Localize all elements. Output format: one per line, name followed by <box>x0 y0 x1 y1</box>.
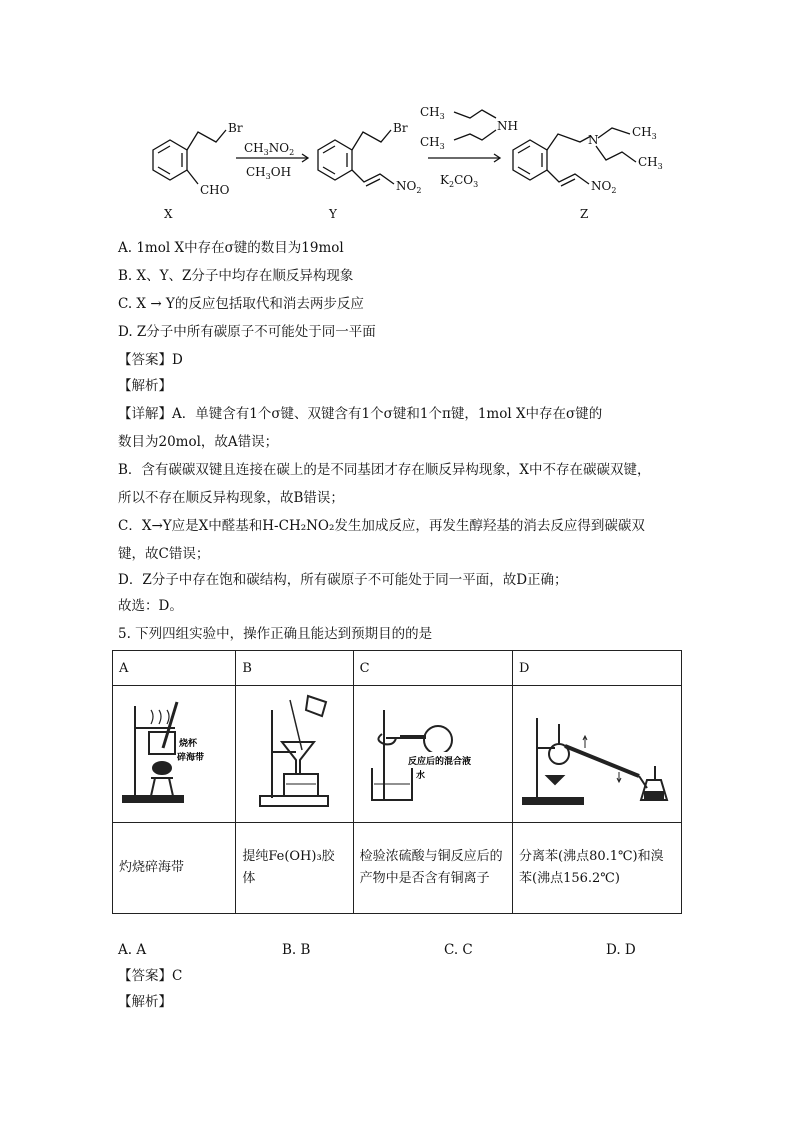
col-a-header: A <box>113 651 236 686</box>
svg-text:K2CO3: $K_2CO_3$ <box>440 173 479 189</box>
col-b-header: B <box>236 651 353 686</box>
svg-text:CH3OH: $CH_3OH$ <box>246 165 292 181</box>
option-a: A. 1mol X中存在σ键的数目为19mol <box>118 240 344 256</box>
label-mixture: 反应后的混合液 <box>407 757 471 767</box>
svg-text:X: X <box>164 207 173 221</box>
choice-d: D. D <box>606 942 636 958</box>
desc-c: 检验浓硫酸与铜反应后的产物中是否含有铜离子 <box>353 823 512 914</box>
apparatus-d <box>513 686 682 823</box>
option-c: C. X → Y的反应包括取代和消去两步反应 <box>118 296 364 312</box>
explanation-a-line1: 【详解】A．单键含有1个σ键、双键含有1个σ键和1个π键，1mol X中存在σ键的 <box>118 406 603 422</box>
apparatus-c <box>353 686 512 823</box>
svg-text:CH3: $CH_3$ <box>632 125 657 141</box>
apparatus-b <box>236 686 353 823</box>
svg-text:Z: Z <box>580 207 589 221</box>
svg-text:Br: Br <box>228 121 243 135</box>
answer-5: 【答案】C <box>118 968 183 984</box>
svg-text:CH3: $CH_3$ <box>420 105 445 121</box>
explanation-c-line1: C．X→Y应是X中醛基和H-CH₂NO₂发生加成反应，再发生醇羟基的消去反应得到碳碳双 <box>118 518 645 534</box>
svg-text:CH3: $CH_3$ <box>420 135 445 151</box>
desc-b: 提纯Fe(OH)₃胶体 <box>236 823 353 914</box>
conclusion: 故选：D。 <box>118 598 183 614</box>
label-beaker: 烧杯 <box>179 739 198 749</box>
svg-text:Y: Y <box>329 207 337 221</box>
svg-text:Br: Br <box>393 121 408 135</box>
svg-text:NH: NH <box>497 119 518 133</box>
desc-a: 灼烧碎海带 <box>113 823 236 914</box>
svg-text:NO2: $NO_2$ <box>396 179 422 195</box>
svg-text:CH3: $CH_3$ <box>638 155 663 171</box>
label-water: 水 <box>415 771 425 781</box>
svg-text:CH3NO2: $CH_3NO_2$ <box>244 141 295 157</box>
col-c-header: C <box>353 651 512 686</box>
analysis-heading: 【解析】 <box>118 378 172 394</box>
col-d-header: D <box>513 651 682 686</box>
explanation-a-line2: 数目为20mol，故A错误； <box>118 434 279 450</box>
svg-text:CHO: CHO <box>200 183 230 197</box>
explanation-d: D．Z分子中存在饱和碳结构，所有碳原子不可能处于同一平面，故D正确； <box>118 572 568 588</box>
apparatus-a <box>113 686 236 823</box>
explanation-b-line2: 所以不存在顺反异构现象，故B错误； <box>118 490 344 506</box>
experiment-table <box>112 650 682 914</box>
question-5-stem: 5. 下列四组实验中，操作正确且能达到预期目的的是 <box>118 626 433 642</box>
svg-text:N: N <box>588 133 599 147</box>
reaction-scheme <box>118 100 678 230</box>
label-seaweed: 碎海带 <box>177 753 205 763</box>
option-d: D. Z分子中所有碳原子不可能处于同一平面 <box>118 324 376 340</box>
choice-b: B. B <box>282 942 311 958</box>
explanation-c-line2: 键，故C错误； <box>118 546 210 562</box>
explanation-b-line1: B．含有碳碳双键且连接在碳上的是不同基团才存在顺反异构现象，X中不存在碳碳双键， <box>118 462 651 478</box>
choice-a: A. A <box>118 942 147 958</box>
answer: 【答案】D <box>118 352 183 368</box>
svg-text:NO2: $NO_2$ <box>591 179 617 195</box>
analysis-heading-5: 【解析】 <box>118 994 172 1010</box>
option-b: B. X、Y、Z分子中均存在顺反异构现象 <box>118 268 354 284</box>
desc-d: 分离苯(沸点80.1℃)和溴苯(沸点156.2℃) <box>513 823 682 914</box>
choice-c: C. C <box>444 942 473 958</box>
